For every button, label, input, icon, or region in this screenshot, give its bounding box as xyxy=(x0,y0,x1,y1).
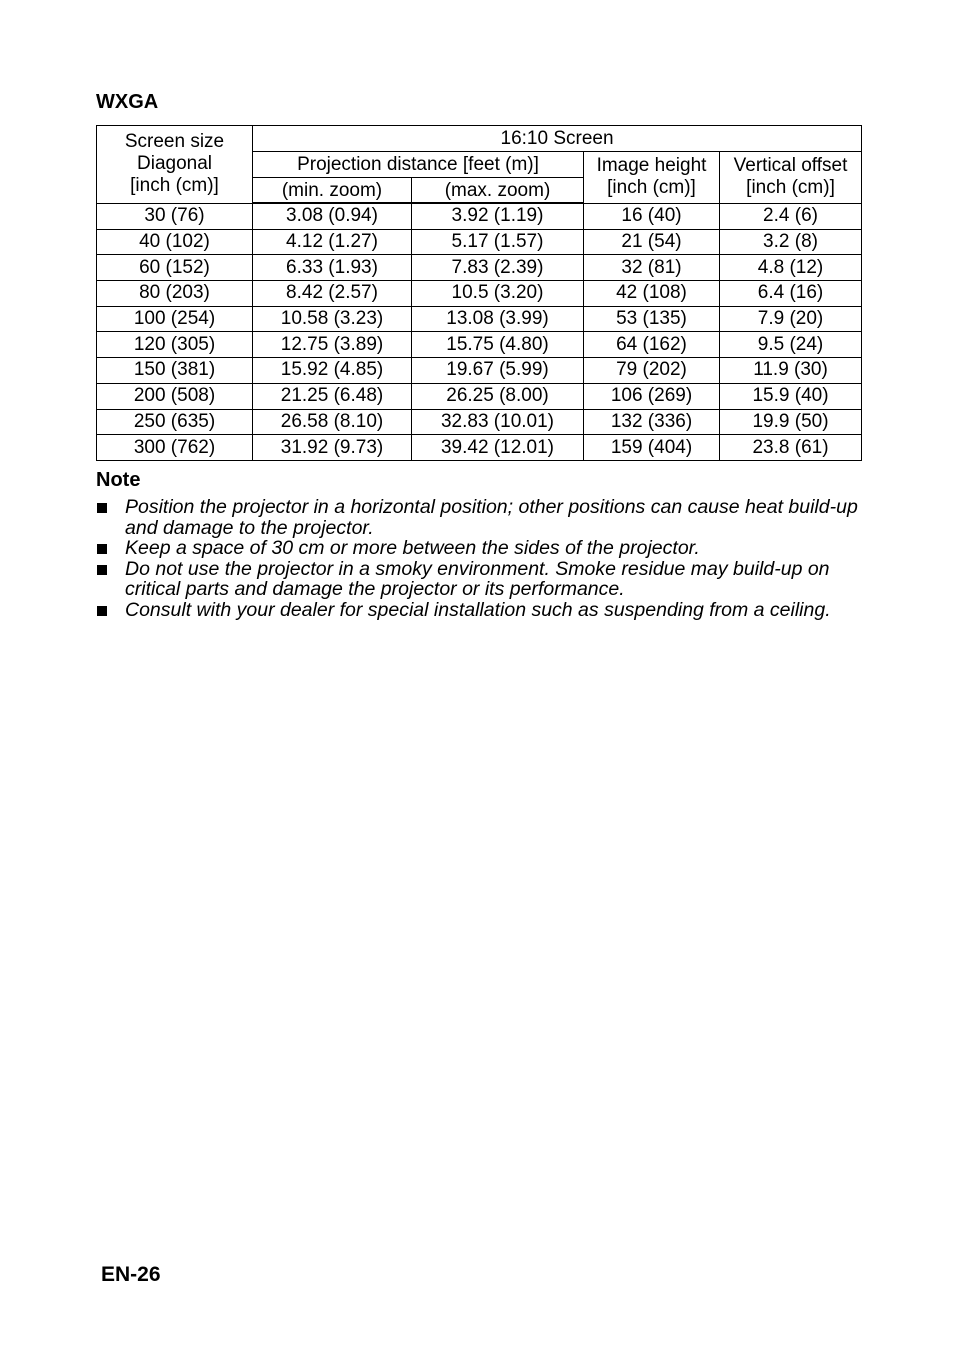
cell-min-zoom: 15.92 (4.85) xyxy=(253,358,412,384)
cell-screen-size: 150 (381) xyxy=(97,358,253,384)
cell-max-zoom: 26.25 (8.00) xyxy=(412,383,584,409)
cell-min-zoom: 3.08 (0.94) xyxy=(253,203,412,229)
cell-screen-size: 40 (102) xyxy=(97,229,253,255)
cell-min-zoom: 6.33 (1.93) xyxy=(253,255,412,281)
header-min-zoom: (min. zoom) xyxy=(253,178,412,204)
note-text: Position the projector in a horizontal position; other positions can cause heat build-up and damage to the projector. xyxy=(125,496,858,539)
cell-screen-size: 60 (152) xyxy=(97,255,253,281)
cell-screen-size: 100 (254) xyxy=(97,306,253,332)
cell-screen-size: 30 (76) xyxy=(97,203,253,229)
square-bullet-icon xyxy=(97,544,107,554)
header-screen-type: 16:10 Screen xyxy=(253,126,862,152)
note-item xyxy=(96,497,871,538)
note-title: Note xyxy=(96,469,141,491)
cell-min-zoom: 4.12 (1.27) xyxy=(253,229,412,255)
table-row xyxy=(97,358,862,384)
header-screen-size-line: Diagonal xyxy=(137,153,212,175)
cell-image-height: 106 (269) xyxy=(584,383,720,409)
cell-image-height: 79 (202) xyxy=(584,358,720,384)
header-vertical-offset xyxy=(720,152,862,204)
cell-vertical-offset: 15.9 (40) xyxy=(720,383,862,409)
cell-vertical-offset: 4.8 (12) xyxy=(720,255,862,281)
cell-vertical-offset: 23.8 (61) xyxy=(720,435,862,461)
cell-vertical-offset: 3.2 (8) xyxy=(720,229,862,255)
note-item xyxy=(96,559,871,600)
cell-vertical-offset: 6.4 (16) xyxy=(720,281,862,307)
note-text: Consult with your dealer for special installation such as suspending from a ceiling. xyxy=(125,598,831,621)
header-screen-size xyxy=(97,126,253,204)
table-row xyxy=(97,332,862,358)
section-title: WXGA xyxy=(96,91,159,113)
cell-max-zoom: 19.67 (5.99) xyxy=(412,358,584,384)
cell-min-zoom: 31.92 (9.73) xyxy=(253,435,412,461)
header-projection-distance: Projection distance [feet (m)] xyxy=(253,152,584,178)
cell-vertical-offset: 9.5 (24) xyxy=(720,332,862,358)
cell-image-height: 64 (162) xyxy=(584,332,720,358)
cell-max-zoom: 7.83 (2.39) xyxy=(412,255,584,281)
cell-max-zoom: 3.92 (1.19) xyxy=(412,203,584,229)
cell-screen-size: 120 (305) xyxy=(97,332,253,358)
cell-image-height: 159 (404) xyxy=(584,435,720,461)
cell-min-zoom: 21.25 (6.48) xyxy=(253,383,412,409)
table-row xyxy=(97,203,862,229)
table-row xyxy=(97,383,862,409)
header-image-height xyxy=(584,152,720,204)
note-text: Do not use the projector in a smoky environment. Smoke residue may build-up on critical parts and damage the projector or its performance. xyxy=(125,557,830,600)
cell-max-zoom: 10.5 (3.20) xyxy=(412,281,584,307)
table-row xyxy=(97,435,862,461)
note-text: Keep a space of 30 cm or more between the sides of the projector. xyxy=(125,537,700,559)
header-screen-size-line: [inch (cm)] xyxy=(130,175,219,197)
cell-min-zoom: 26.58 (8.10) xyxy=(253,409,412,435)
header-image-height-line: Image height xyxy=(596,155,707,177)
cell-max-zoom: 39.42 (12.01) xyxy=(412,435,584,461)
note-item xyxy=(96,600,871,621)
cell-screen-size: 200 (508) xyxy=(97,383,253,409)
cell-vertical-offset: 11.9 (30) xyxy=(720,358,862,384)
header-vertical-offset-line: [inch (cm)] xyxy=(746,177,835,199)
cell-image-height: 32 (81) xyxy=(584,255,720,281)
table-row xyxy=(97,409,862,435)
cell-image-height: 16 (40) xyxy=(584,203,720,229)
cell-screen-size: 80 (203) xyxy=(97,281,253,307)
cell-screen-size: 300 (762) xyxy=(97,435,253,461)
cell-screen-size: 250 (635) xyxy=(97,409,253,435)
table-row xyxy=(97,229,862,255)
header-image-height-line: [inch (cm)] xyxy=(607,177,696,199)
header-max-zoom: (max. zoom) xyxy=(412,178,584,204)
cell-image-height: 132 (336) xyxy=(584,409,720,435)
table-row xyxy=(97,255,862,281)
cell-vertical-offset: 19.9 (50) xyxy=(720,409,862,435)
cell-vertical-offset: 2.4 (6) xyxy=(720,203,862,229)
table-body xyxy=(97,203,862,460)
header-screen-size-line: Screen size xyxy=(124,131,225,153)
cell-max-zoom: 15.75 (4.80) xyxy=(412,332,584,358)
cell-image-height: 21 (54) xyxy=(584,229,720,255)
header-vertical-offset-line: Vertical offset xyxy=(733,155,848,177)
note-list xyxy=(96,497,871,620)
cell-vertical-offset: 7.9 (20) xyxy=(720,306,862,332)
table-row xyxy=(97,306,862,332)
cell-max-zoom: 5.17 (1.57) xyxy=(412,229,584,255)
note-item xyxy=(96,538,871,559)
cell-max-zoom: 13.08 (3.99) xyxy=(412,306,584,332)
square-bullet-icon xyxy=(97,606,107,616)
cell-min-zoom: 12.75 (3.89) xyxy=(253,332,412,358)
cell-image-height: 53 (135) xyxy=(584,306,720,332)
page-number: EN-26 xyxy=(101,1263,161,1286)
projection-table xyxy=(96,125,862,461)
cell-min-zoom: 8.42 (2.57) xyxy=(253,281,412,307)
table-row xyxy=(97,281,862,307)
cell-min-zoom: 10.58 (3.23) xyxy=(253,306,412,332)
square-bullet-icon xyxy=(97,565,107,575)
cell-image-height: 42 (108) xyxy=(584,281,720,307)
square-bullet-icon xyxy=(97,503,107,513)
cell-max-zoom: 32.83 (10.01) xyxy=(412,409,584,435)
